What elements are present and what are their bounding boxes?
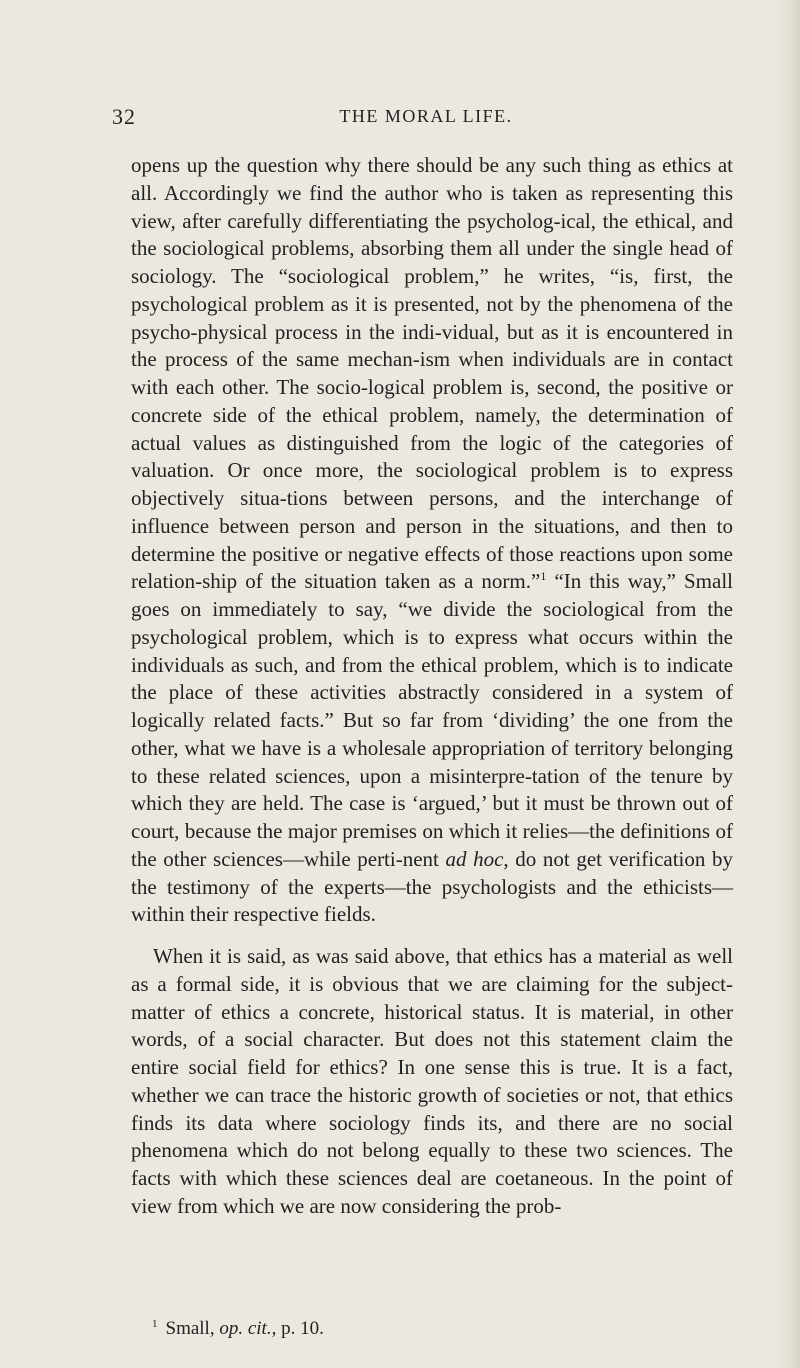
- page-number: 32: [112, 104, 136, 129]
- running-head: THE MORAL LIFE.: [339, 106, 513, 126]
- paragraph-1-part-c: , do not get verification by the testimony of the experts—the psychologists and the ethicists—within their respective fields.: [131, 846, 733, 927]
- paragraph-1-part-b: “In this way,” Small goes on immediately to say, “we divide the sociological from the psychological problem, which is to express what occurs within the individuals as such, and from the ethical problem, which is to indicate the place of these activities abstractly considered in a system of logically related facts.” But so far from ‘dividing’ the one from the other, what we have is a wholesale appropriation of territory belonging to these related sciences, upon a misinterpre-tation of the tenure by which they are held. The case is ‘argued,’ but it must be thrown out of court, because the major premises on which it relies—the definitions of the other sciences—while perti-nent: [131, 569, 733, 871]
- body-text: [131, 152, 733, 1221]
- footnote-text-b: , p. 10.: [271, 1318, 324, 1339]
- paragraph-1-part-a: opens up the question why there should be any such thing as ethics at all. Accordingly we find the author who is taken as representing this view, after carefully differentiating the psycholog-ical, the ethical, and the sociological problems, absorbing them all under the single head of sociology. The “sociological problem,” he writes, “is, first, the psychological problem as it is presented, not by the phenomena of the psycho-physical process in the indi-vidual, but as it is encountered in the process of the same mechan-ism when individuals are in contact with each other. The socio-logical problem is, second, the positive or concrete side of the ethical problem, namely, the determination of actual values as distinguished from the logic of the categories of valuation. Or once more, the sociological problem is to express objectively situa-tions between persons, and the interchange of influence between person and person in the situations, and then to determine the positive or negative effects of those reactions upon some relation-ship of the situation taken as a norm.”: [131, 153, 733, 594]
- paragraph-2: When it is said, as was said above, that ethics has a material as well as a formal side, it is obvious that we are claiming for the subject-matter of ethics a concrete, historical status. It is material, in other words, of a social character. But does not this statement claim the entire social field for ethics? In one sense this is true. It is a fact, whether we can trace the historic growth of societies or not, that ethics finds its data where sociology finds its, and there are no social phenomena which do not belong equally to these two sciences. The facts with which these sciences deal are coetaneous. In the point of view from which we are now considering the prob-: [131, 944, 733, 1218]
- page-header: [112, 104, 740, 132]
- page-edge: [778, 0, 800, 1368]
- footnote-citation-italic: op. cit.: [219, 1318, 272, 1339]
- paragraph-1: [131, 152, 733, 929]
- footnote-text-a: Small,: [165, 1318, 220, 1339]
- footnote-marker: 1: [152, 1318, 158, 1330]
- italic-phrase: ad hoc: [445, 846, 504, 871]
- footnote-reference: 1: [540, 569, 547, 584]
- footnote: [152, 1318, 324, 1340]
